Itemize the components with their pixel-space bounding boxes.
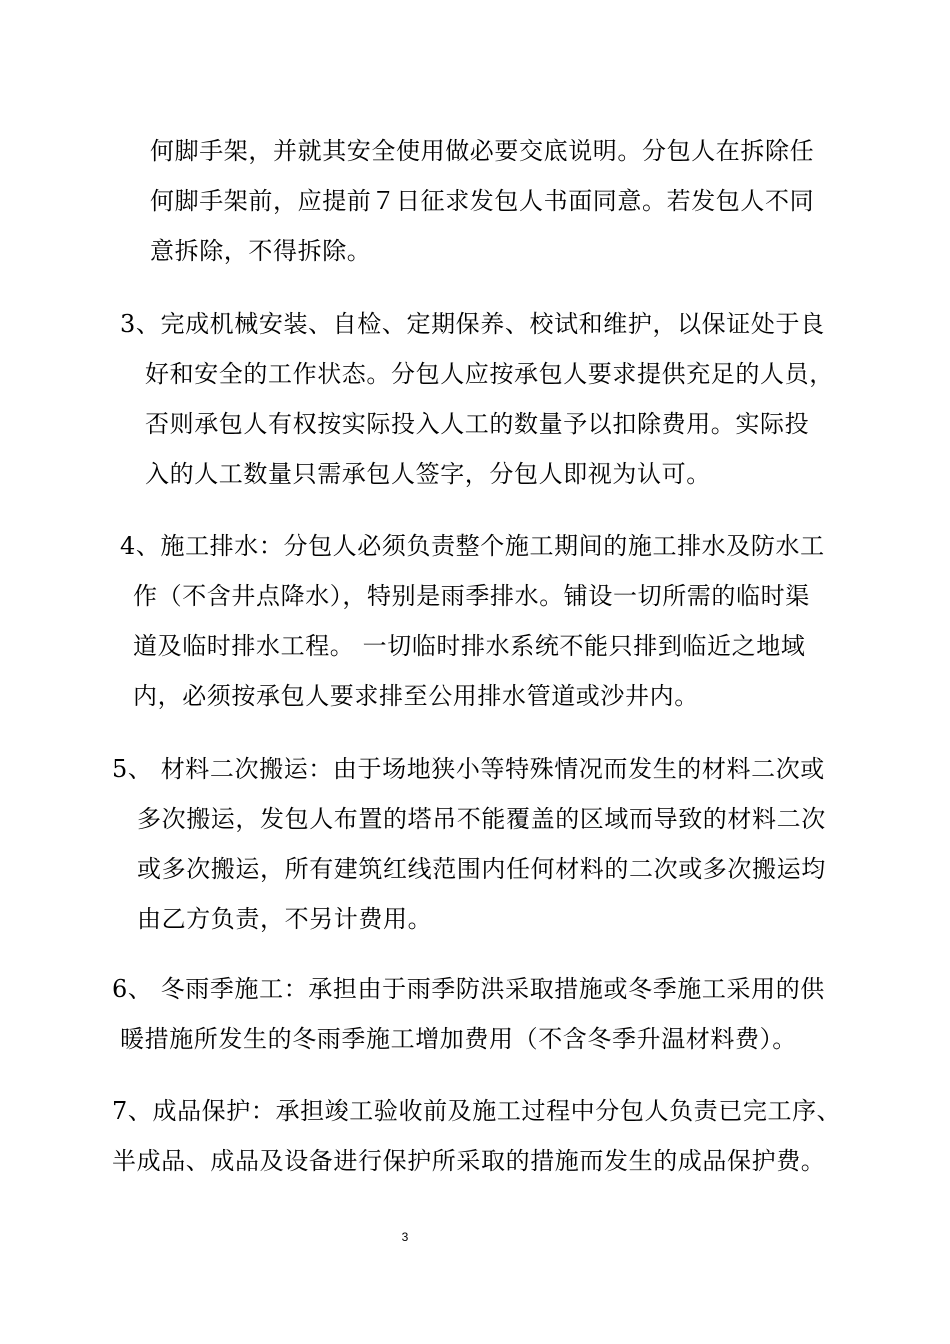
- paragraph-line: 由乙方负责，不另计费用。: [137, 905, 433, 933]
- paragraph-line: 6、 冬雨季施工：承担由于雨季防洪采取措施或冬季施工采用的供: [112, 975, 825, 1003]
- paragraph-line: 暖措施所发生的冬雨季施工增加费用（不含冬季升温材料费）。: [120, 1025, 797, 1053]
- paragraph-line: 好和安全的工作状态。分包人应按承包人要求提供充足的人员，: [145, 360, 834, 388]
- paragraph-line: 何脚手架，并就其安全使用做必要交底说明。分包人在拆除任: [150, 137, 815, 165]
- page-number: 3: [401, 1230, 409, 1244]
- paragraph-line: 3、完成机械安装、自检、定期保养、校试和维护，以保证处于良: [120, 310, 825, 338]
- paragraph-line: 何脚手架前，应提前７日征求发包人书面同意。若发包人不同: [150, 187, 815, 215]
- paragraph-line: 内，必须按承包人要求排至公用排水管道或沙井内。: [133, 682, 699, 710]
- paragraph-line: 7、成品保护：承担竣工验收前及施工过程中分包人负责已完工序、: [112, 1097, 842, 1125]
- paragraph-line: 否则承包人有权按实际投入人工的数量予以扣除费用。实际投: [145, 410, 810, 438]
- paragraph-line: 多次搬运，发包人布置的塔吊不能覆盖的区域而导致的材料二次: [137, 805, 826, 833]
- paragraph-line: 半成品、成品及设备进行保护所采取的措施而发生的成品保护费。: [112, 1147, 826, 1175]
- paragraph-line: 入的人工数量只需承包人签字，分包人即视为认可。: [145, 460, 711, 488]
- paragraph-line: 作（不含井点降水），特别是雨季排水。铺设一切所需的临时渠: [133, 582, 810, 610]
- paragraph-line: 5、 材料二次搬运：由于场地狭小等特殊情况而发生的材料二次或: [112, 755, 825, 783]
- paragraph-line: 4、施工排水：分包人必须负责整个施工期间的施工排水及防水工: [120, 532, 825, 560]
- paragraph-line: 意拆除，不得拆除。: [150, 237, 372, 265]
- paragraph-line: 道及临时排水工程。 一切临时排水系统不能只排到临近之地域: [133, 632, 806, 660]
- paragraph-line: 或多次搬运，所有建筑红线范围内任何材料的二次或多次搬运均: [137, 855, 826, 883]
